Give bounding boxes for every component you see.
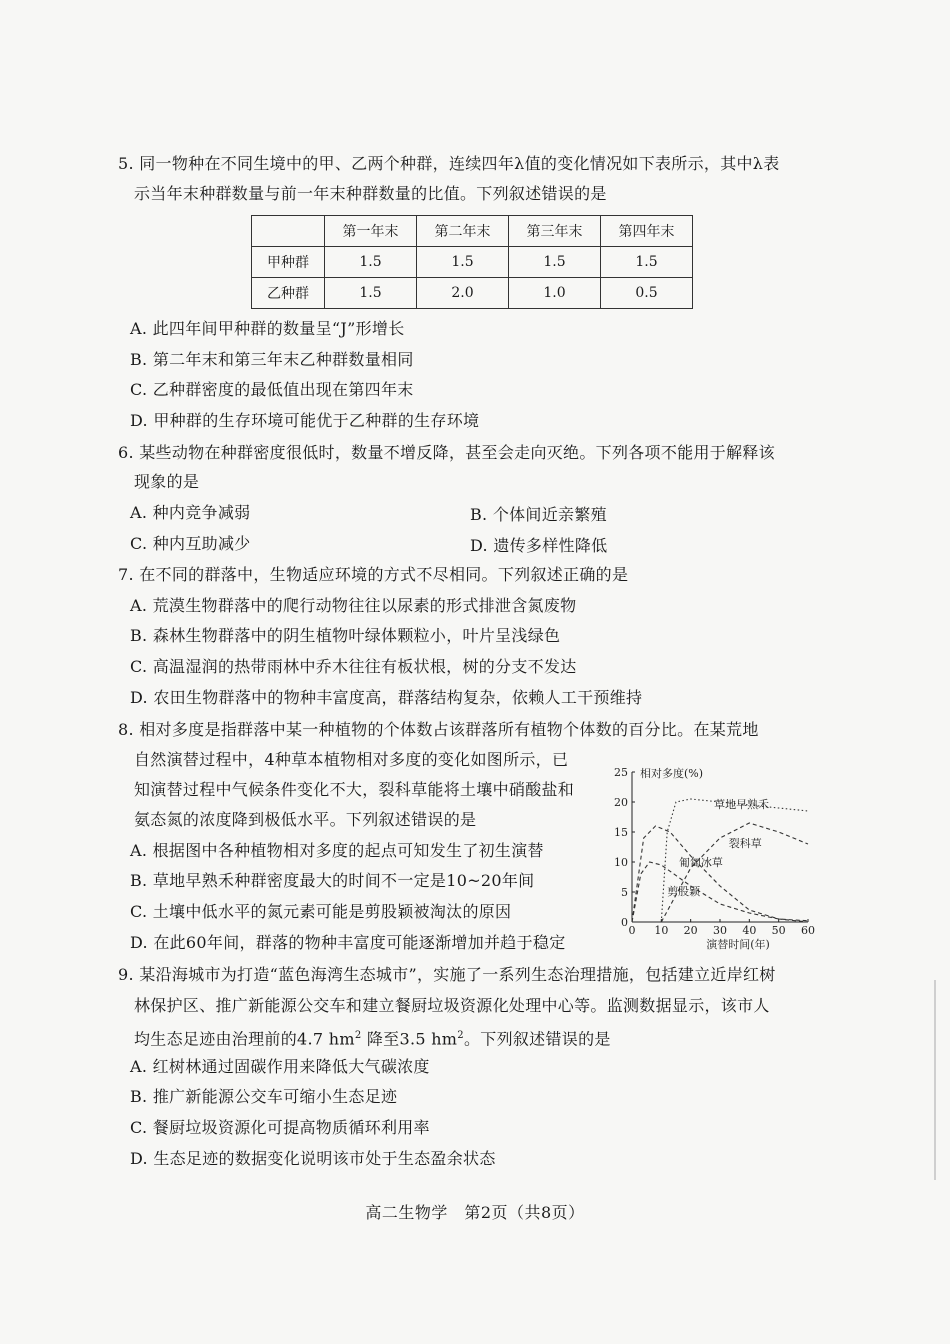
y-tick-label: 10 [614,856,628,869]
table-cell: 1.5 [601,247,693,278]
q9-option-d: D. 生态足迹的数据变化说明该市处于生态盈余状态 [130,1149,496,1168]
q6-option-d: D. 遗传多样性降低 [470,536,608,555]
y-tick-label: 15 [614,826,628,839]
table-cell: 1.5 [417,247,509,278]
q9-text-mid: 降至3.5 hm [366,1029,458,1049]
x-tick-label: 60 [801,924,815,937]
table-cell: 1.5 [325,247,417,278]
table-header-cell: 第四年末 [601,216,693,247]
x-tick-label: 0 [628,924,636,937]
q8-stem-line3: 知演替过程中气候条件变化不大，裂科草能将土壤中硝酸盐和 [134,780,575,799]
q9-stem-line3 [134,1025,611,1050]
q6-option-c: C. 种内互助减少 [130,534,251,553]
table-header-cell: 第一年末 [325,216,417,247]
table-header-row [252,216,693,247]
q5-option-b: B. 第二年末和第三年末乙种群数量相同 [130,350,414,369]
unit-superscript: 2 [457,1030,464,1041]
q7-option-a: A. 荒漠生物群落中的爬行动物往往以尿素的形式排泄含氮废物 [130,596,577,615]
y-tick-label: 25 [614,766,628,779]
q9-option-b: B. 推广新能源公交车可缩小生态足迹 [130,1087,398,1106]
x-tick-label: 30 [713,924,727,937]
x-axis-label: 演替时间(年) [706,938,770,951]
table-cell: 2.0 [417,278,509,309]
series-label: 裂科草 [728,837,762,850]
q5-option-d: D. 甲种群的生存环境可能优于乙种群的生存环境 [130,411,480,430]
table-row [252,247,693,278]
table-header-cell: 第二年末 [417,216,509,247]
series-label: 草地早熟禾 [714,798,770,811]
q9-stem-line2: 林保护区、推广新能源公交车和建立餐厨垃圾资源化处理中心等。监测数据显示，该市人 [134,996,770,1015]
q5-stem-line2: 示当年末种群数量与前一年末种群数量的比值。下列叙述错误的是 [134,184,607,203]
page-footer: 高二生物学 第2页（共8页） [365,1203,585,1222]
q5-option-c: C. 乙种群密度的最低值出现在第四年末 [130,380,414,399]
q6-stem-line2: 现象的是 [134,472,200,491]
y-tick-label: 5 [621,886,628,899]
q9-stem-line1: 9. 某沿海城市为打造“蓝色海湾生态城市”，实施了一系列生态治理措施，包括建立近岸红树 [118,965,776,984]
scan-edge [934,980,936,1180]
table-header-cell: 第三年末 [509,216,601,247]
x-tick-label: 20 [683,924,698,937]
series-line [632,862,808,922]
q7-stem: 7. 在不同的群落中，生物适应环境的方式不尽相同。下列叙述正确的是 [118,565,629,584]
y-tick-label: 0 [621,916,628,929]
q9-text-post: 。下列叙述错误的是 [463,1029,611,1049]
q8-stem-line2: 自然演替过程中，4种草本植物相对多度的变化如图所示，已 [134,750,569,769]
series-label: 匍匐冰草 [678,856,723,870]
q8-stem-line1: 8. 相对多度是指群落中某一种植物的个体数占该群落所有植物个体数的百分比。在某荒地 [118,720,759,739]
q6-stem-line1: 6. 某些动物在种群密度很低时，数量不增反降，甚至会走向灭绝。下列各项不能用于解释该 [118,443,775,462]
lambda-table [251,215,693,309]
q5-stem-line1: 5. 同一物种在不同生境中的甲、乙两个种群，连续四年λ值的变化情况如下表所示，其中λ表 [118,154,780,173]
q6-option-a: A. 种内竞争减弱 [130,503,251,522]
q8-option-b: B. 草地早熟禾种群密度最大的时间不一定是10~20年间 [130,871,535,890]
table-row-label: 甲种群 [252,247,325,278]
unit-superscript: 2 [354,1030,362,1041]
q8-option-c: C. 土壤中低水平的氮元素可能是剪股颖被淘汰的原因 [130,902,512,921]
y-axis-label: 相对多度(%) [640,767,704,780]
q8-stem-line4: 氨态氮的浓度降到极低水平。下列叙述错误的是 [134,810,477,829]
q9-option-a: A. 红树林通过固碳作用来降低大气碳浓度 [130,1057,430,1076]
q6-option-b: B. 个体间近亲繁殖 [470,505,607,524]
table-cell: 1.5 [509,247,601,278]
relative-abundance-chart [612,758,824,954]
q7-option-d: D. 农田生物群落中的物种丰富度高，群落结构复杂，依赖人工干预维持 [130,688,643,707]
table-row-label: 乙种群 [252,278,325,309]
q7-option-b: B. 森林生物群落中的阴生植物叶绿体颗粒小，叶片呈浅绿色 [130,626,561,645]
q5-option-a: A. 此四年间甲种群的数量呈“J”形增长 [130,319,405,338]
q9-text-pre: 均生态足迹由治理前的4.7 hm [134,1029,355,1049]
q9-option-c: C. 餐厨垃圾资源化可提高物质循环利用率 [130,1118,430,1137]
q8-option-a: A. 根据图中各种植物相对多度的起点可知发生了初生演替 [130,841,544,860]
q7-option-c: C. 高温湿润的热带雨林中乔木往往有板状根，树的分支不发达 [130,657,577,676]
table-cell: 0.5 [601,278,693,309]
x-tick-label: 10 [654,924,669,937]
series-label: 剪股颖 [667,885,701,898]
y-tick-label: 20 [614,796,628,809]
table-row [252,278,693,309]
table-cell [252,216,325,247]
table-cell: 1.5 [325,278,417,309]
x-tick-label: 40 [742,924,757,937]
x-tick-label: 50 [771,924,786,937]
table-cell: 1.0 [509,278,601,309]
series-line [632,826,808,922]
q8-option-d: D. 在此60年间，群落的物种丰富度可能逐渐增加并趋于稳定 [130,933,566,952]
